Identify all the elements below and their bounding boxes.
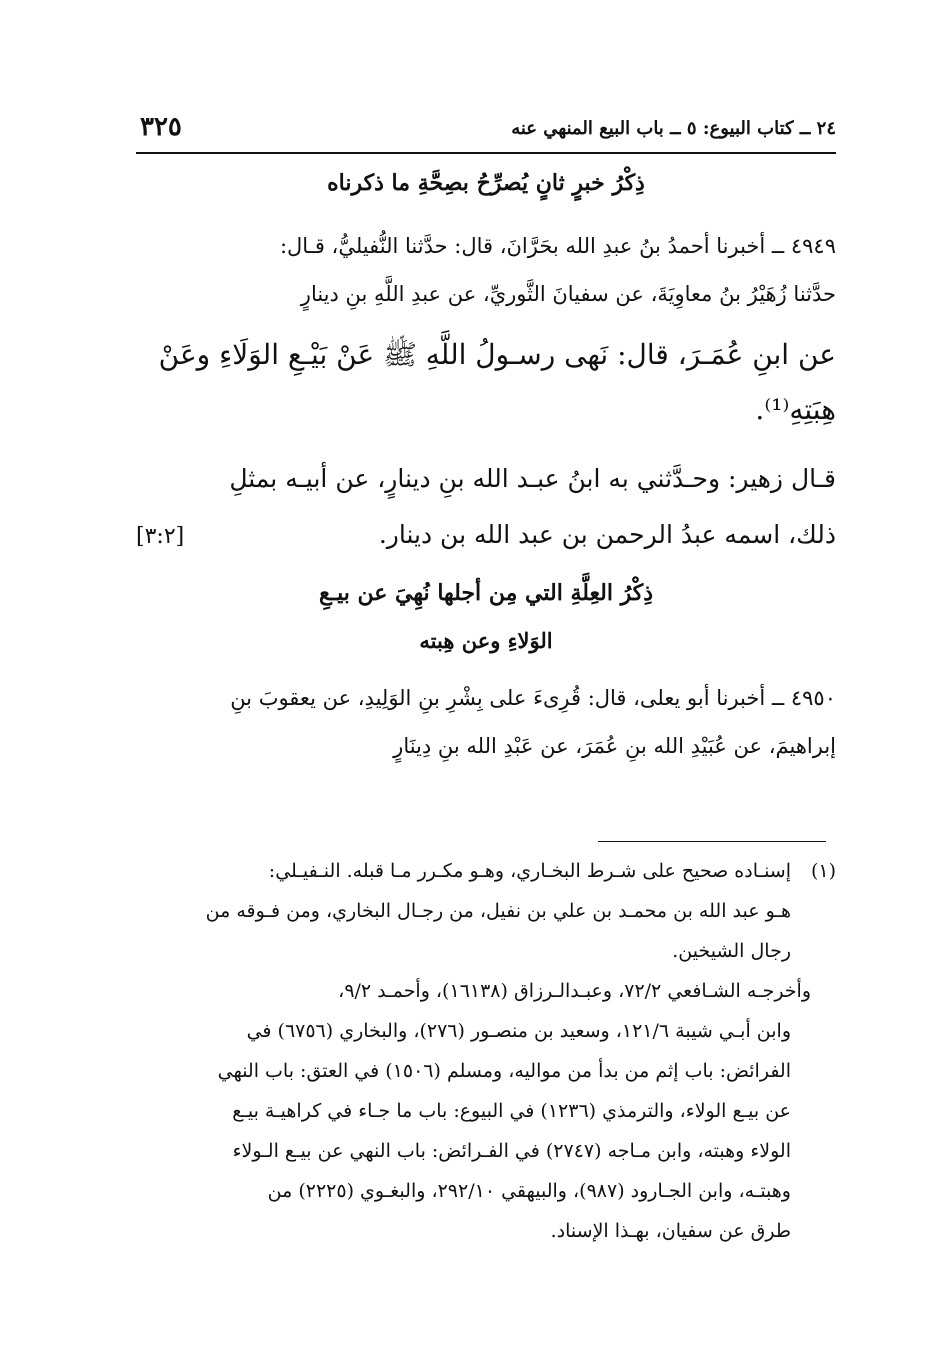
section-heading-2-line-2: الوَلاءِ وعن هِبته (419, 628, 553, 653)
footnote-line-10: طرق عن سفيان، بهـذا الإسناد. (550, 1220, 791, 1242)
footnote-line-2: هـو عبد الله بن محمـد بن علي بن نفيل، من رجـال البخاري، ومن فـوقه من (205, 900, 791, 922)
section-heading-1: ذِكْرُ خبرٍ ثانٍ يُصرِّحُ بصِحَّةِ ما ذكرناه (327, 170, 645, 196)
hadith-4949-text-line-1: عن ابنِ عُمَـرَ، قال: نَهى رسـولُ اللَّهِ ﷺ عَنْ بَيْـعِ الوَلَاءِ وعَنْ (158, 338, 836, 371)
zuhair-note-line-2: ذلك، اسمه عبدُ الرحمن بن عبد الله بن دينار. (378, 520, 836, 549)
footnote-line-5: وابن أبـي شيبة ١٢١/٦، وسعيد بن منصـور (٢٧٦)، والبخاري (٦٧٥٦) في (246, 1020, 791, 1042)
running-header (136, 112, 836, 148)
page-number: ٣٢٥ (140, 112, 182, 142)
footnote-line-3: رجال الشيخين. (672, 940, 791, 962)
footnote-rule (598, 841, 826, 842)
hadith-4949-text-line-2: هِبَتِهِ⁽¹⁾. (755, 393, 836, 426)
footnote-line-6: الفرائض: باب إثم من بدأ من مواليه، ومسلم (١٥٠٦) في العتق: باب النهي (217, 1060, 791, 1082)
hadith-4950-intro-line-1: ٤٩٥٠ ــ أخبرنا أبو يعلى، قال: قُرِىءَ على بِشْرِ بنِ الوَلِيدِ، عن يعقوبَ بنِ (230, 686, 836, 710)
zuhair-note-line-1: قـال زهير: وحـدَّثني به ابنُ عبـد الله بنِ دينارٍ، عن أبيـه بمثلِ (229, 464, 836, 493)
footnote-line-8: الولاء وهبته، وابن مـاجه (٢٧٤٧) في الفـرائض: باب النهي عن بيـع الـولاء (232, 1140, 791, 1162)
footnote-line-4: وأخرجـه الشـافعي ٧٢/٢، وعبـدالـرزاق (١٦١٣٨)، وأحمـد ٩/٢، (338, 980, 811, 1002)
hadith-4950-intro-line-2: إبراهيمَ، عن عُبَيْدِ الله بنِ عُمَرَ، عن عَبْدِ الله بنِ دِينَارٍ (393, 734, 836, 758)
hadith-4949-intro-line-2: حدَّثنا زُهَيْرُ بنُ معاوِيَةَ، عن سفيانَ الثَّوريِّ، عن عبدِ اللَّهِ بنِ دينارٍ (300, 282, 836, 306)
hadith-4949-intro-line-1: ٤٩٤٩ ــ أخبرنا أحمدُ بنُ عبدِ الله بحَرَّانَ، قال: حدَّثنا النُّفيليُّ، قـال: (279, 234, 836, 258)
running-title: ٢٤ ــ كتاب البيوع: ٥ ــ باب البيع المنهي عنه (511, 118, 836, 139)
footnote-line-7: عن بيـع الولاء، والترمذي (١٢٣٦) في البيوع: باب ما جـاء في كراهيـة بيـع (232, 1100, 791, 1122)
header-rule (136, 152, 836, 154)
section-heading-2-line-1: ذِكْرُ العِلَّةِ التي مِن أجلها نُهِيَ عن بيـعِ (318, 580, 654, 606)
volume-reference: [٣:٢] (136, 524, 185, 549)
footnote-line-1: إسنـاده صحيح على شـرط البخـاري، وهـو مكـرر مـا قبله. النـفيـلي: (268, 860, 791, 882)
footnote-marker: (١) (810, 860, 836, 882)
footnote-line-9: وهبتـه، وابن الجـارود (٩٨٧)، والبيهقي ٢٩٢/١٠، والبغـوي (٢٢٢٥) من (267, 1180, 791, 1202)
